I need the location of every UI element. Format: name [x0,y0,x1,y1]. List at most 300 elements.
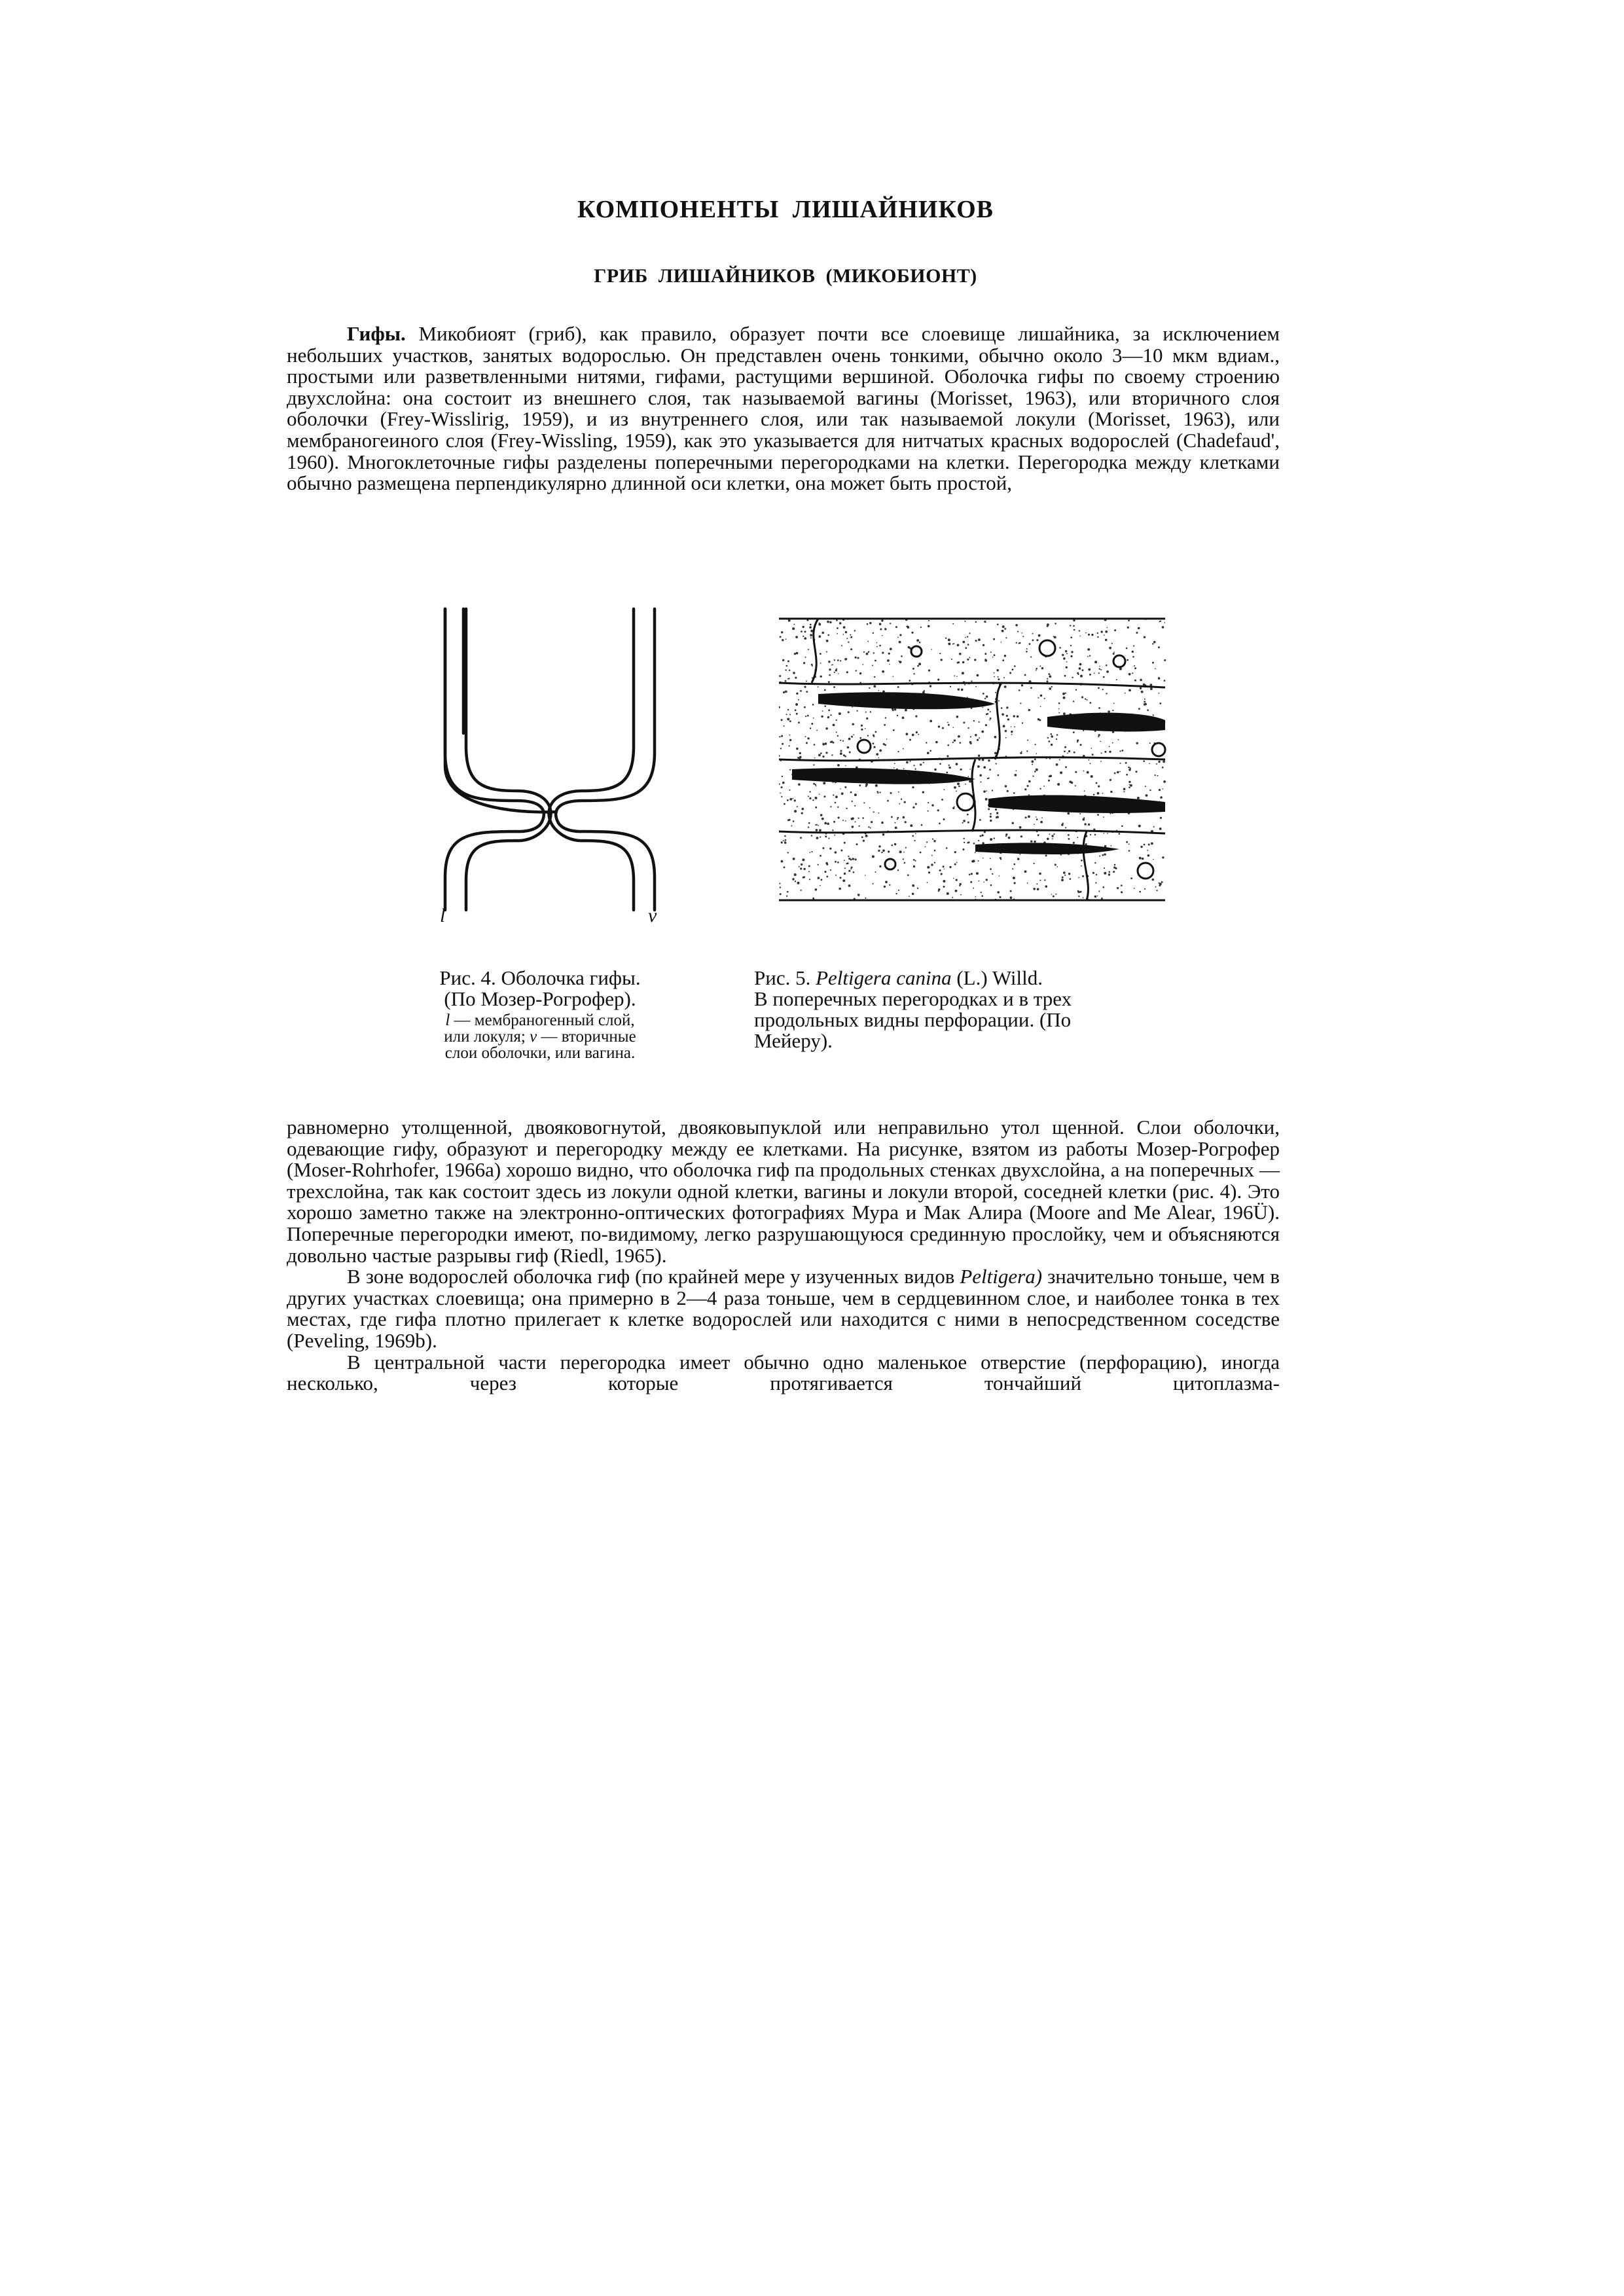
stipple-dot [1138,708,1140,710]
stipple-dot [1094,673,1095,674]
stipple-dot [814,744,816,746]
stipple-dot [934,769,937,771]
stipple-dot [781,796,782,797]
stipple-dot [1036,753,1038,754]
stipple-dot [967,822,969,824]
genus-name: Peltigera) [960,1265,1043,1288]
stipple-dot [867,735,869,737]
stipple-dot [855,821,856,822]
figure-5-stipple-texture [779,618,1166,902]
stipple-dot [1065,827,1066,828]
stipple-dot [795,881,796,882]
stipple-dot [779,736,780,737]
stipple-dot [894,843,896,845]
stipple-dot [990,816,992,818]
stipple-dot [1068,750,1070,752]
stipple-dot [1120,750,1121,752]
stipple-dot [818,825,819,826]
stipple-dot [975,734,977,737]
stipple-dot [844,842,846,844]
stipple-dot [1143,760,1145,762]
stipple-dot [931,649,933,650]
stipple-dot [986,790,987,792]
stipple-dot [816,730,818,731]
stipple-dot [840,752,842,755]
section-title: ГРИБ ЛИШАЙНИКОВ (МИКОБИОНТ) [594,265,977,287]
stipple-dot [837,633,838,634]
stipple-dot [1101,752,1102,754]
stipple-dot [1125,762,1127,764]
stipple-dot [931,864,933,866]
stipple-dot [912,807,914,809]
stipple-dot [1087,656,1089,657]
stipple-dot [813,764,814,765]
stipple-dot [979,819,981,821]
stipple-dot [984,659,987,662]
figure-4-label-v: v [648,905,657,926]
stipple-dot [981,895,983,897]
stipple-dot [837,764,840,767]
stipple-dot [827,634,829,636]
stipple-dot [806,680,807,682]
stipple-dot [1094,834,1096,836]
stipple-dot [833,742,835,744]
stipple-dot [1128,769,1131,771]
stipple-dot [946,772,948,774]
stipple-dot [1132,651,1134,653]
stipple-dot [1006,706,1008,708]
stipple-dot [873,685,876,688]
stipple-dot [792,878,794,880]
stipple-dot [806,691,808,693]
stipple-dot [786,665,788,667]
stipple-dot [1007,790,1009,792]
stipple-dot [1083,730,1084,731]
stipple-dot [1019,643,1020,644]
stipple-dot [914,860,916,862]
stipple-dot [1005,835,1007,837]
stipple-dot [809,626,812,629]
stipple-dot [1149,763,1150,764]
stipple-dot [1088,824,1090,826]
stipple-dot [784,725,785,727]
stipple-dot [872,665,873,666]
text-block-top [287,323,1280,494]
stipple-dot [905,847,907,848]
stipple-dot [809,797,811,799]
stipple-dot [967,814,969,816]
stipple-dot [956,676,958,677]
stipple-dot [829,674,831,676]
stipple-dot [1068,838,1070,840]
stipple-dot [913,673,914,674]
stipple-dot [929,750,931,752]
stipple-dot [1088,668,1091,671]
stipple-dot [911,632,913,634]
stipple-dot [826,651,827,653]
stipple-dot [1144,888,1146,890]
stipple-dot [973,860,975,862]
stipple-dot [841,792,844,795]
stipple-dot [1085,632,1087,634]
stipple-dot [981,834,983,836]
stipple-dot [852,858,854,860]
stipple-dot [851,818,854,820]
stipple-dot [865,785,867,787]
stipple-dot [962,641,965,644]
stipple-dot [969,632,970,634]
figure-4-caption-line-2: (По Мозер-Рогрофер). [444,987,636,1010]
stipple-dot [855,657,857,659]
stipple-dot [1128,843,1130,845]
stipple-dot [969,780,971,783]
stipple-dot [841,645,842,646]
stipple-dot [1062,877,1064,879]
stipple-dot [1144,844,1146,846]
stipple-dot [973,720,975,721]
stipple-dot [903,816,905,819]
stipple-dot [1013,715,1015,717]
stipple-dot [857,710,858,712]
stipple-dot [1153,641,1156,644]
stipple-dot [1064,693,1066,694]
stipple-dot [1056,738,1057,740]
stipple-dot [821,879,823,881]
legend-letter-v: v [530,1028,537,1046]
stipple-dot [820,752,822,754]
stipple-dot [1058,708,1060,710]
figure-5-peltigera-illustration [779,612,1172,907]
stipple-dot [953,878,954,879]
stipple-dot [1096,874,1097,875]
stipple-dot [801,890,802,891]
stipple-dot [962,661,964,663]
stipple-dot [1053,833,1055,835]
paragraph-septa: равномерно утолщенной, двояковогнутой, двояковыпуклой или неправильно утол щенной. Слои оболочки, одевающие гифу, образуют и перегородку между ее клетками. На рисунке, взятом из работы Мозер-Рогрофер (Moser-Rohrhofer, 1966а) хорошо видно, что оболочка гиф па продольных стенках двухслойна, а на поперечных — трехслойна, так как состоит здесь из локули одной клетки, вагины и локули второй, соседней клетки (рис. 4). Это хорошо заметно также на электронно-оптических фотографиях Мура и Мак Алира (Moore and Me Alear, 196Ü). Поперечные перегородки имеют, по-видимому, легко разрушающуюся срединную прослойку, чем и объясняются довольно частые разрывы гиф (Riedl, 1965). [287,1116,1280,1267]
stipple-dot [823,795,825,797]
stipple-dot [984,621,986,623]
stipple-dot [890,623,891,624]
stipple-dot [907,626,909,629]
stipple-dot [787,799,789,801]
stipple-dot [1081,866,1082,867]
stipple-dot [1049,775,1051,777]
stipple-dot [939,822,941,824]
stipple-dot [996,763,997,764]
stipple-dot [920,763,922,765]
stipple-dot [1019,689,1020,691]
stipple-dot [833,724,835,727]
stipple-dot [1077,741,1078,742]
stipple-dot [801,630,803,632]
stipple-dot [800,690,802,692]
stipple-dot [1059,647,1061,649]
stipple-dot [820,814,823,816]
stipple-dot [863,651,865,653]
chapter-title: КОМПОНЕНТЫ ЛИШАЙНИКОВ [577,196,994,223]
stipple-dot [1013,877,1015,879]
stipple-dot [1112,742,1113,744]
stipple-dot [1005,730,1007,732]
stipple-dot [797,806,798,807]
stipple-dot [821,716,823,718]
stipple-dot [789,769,791,771]
stipple-dot [1041,667,1043,669]
stipple-dot [1014,665,1016,667]
stipple-dot [848,858,850,860]
stipple-dot [794,873,797,876]
stipple-dot [1140,846,1142,848]
stipple-dot [998,701,1000,702]
stipple-dot [1155,774,1156,776]
stipple-dot [824,742,827,745]
stipple-dot [1152,643,1153,644]
stipple-dot [917,665,919,667]
stipple-dot [787,819,789,821]
stipple-dot [963,721,965,723]
stipple-dot [891,816,893,818]
stipple-dot [803,626,804,628]
stipple-dot [786,714,787,715]
stipple-dot [1064,746,1066,748]
stipple-dot [1058,712,1060,714]
stipple-dot [934,850,936,852]
stipple-dot [1091,775,1093,778]
stipple-dot [1126,647,1128,649]
stipple-dot [1077,672,1079,674]
stipple-dot [964,842,965,843]
stipple-dot [1138,825,1141,828]
stipple-dot [810,624,812,626]
stipple-dot [970,736,971,737]
stipple-dot [812,665,813,666]
stipple-dot [1108,710,1110,713]
stipple-dot [917,888,918,889]
stipple-dot [1107,833,1108,834]
stipple-dot [908,646,911,649]
stipple-dot [1083,818,1085,821]
stipple-dot [912,835,914,837]
stipple-dot [818,623,821,626]
stipple-dot [958,786,960,788]
stipple-dot [1072,677,1073,678]
stipple-dot [787,718,789,721]
stipple-dot [802,808,804,811]
stipple-dot [810,727,811,729]
stipple-dot [1110,845,1111,847]
stipple-dot [962,672,964,674]
stipple-dot [939,869,941,871]
stipple-dot [910,824,912,827]
stipple-dot [951,659,952,660]
stipple-dot [1036,883,1038,884]
stipple-dot [794,810,797,812]
stipple-dot [1080,675,1083,678]
stipple-dot [1159,621,1160,622]
stipple-dot [1014,726,1015,727]
stipple-dot [999,896,1001,898]
stipple-dot [845,765,846,767]
stipple-dot [903,852,905,853]
stipple-dot [1055,894,1056,895]
stipple-dot [1110,779,1111,781]
stipple-dot [1121,884,1123,886]
stipple-dot [805,736,806,737]
stipple-dot [1130,877,1132,879]
stipple-dot [1060,854,1062,856]
stipple-dot [954,739,956,741]
stipple-dot [994,672,995,674]
stipple-dot [1128,673,1131,676]
stipple-dot [1011,726,1012,727]
stipple-dot [793,672,795,674]
stipple-dot [1105,630,1108,633]
stipple-dot [994,676,995,678]
stipple-dot [969,874,971,876]
stipple-dot [893,676,894,678]
stipple-dot [845,820,846,822]
stipple-dot [1098,687,1100,689]
stipple-dot [1074,752,1075,754]
stipple-dot [1058,702,1060,704]
stipple-dot [1095,882,1096,883]
stipple-dot [878,845,880,847]
stipple-dot [929,685,931,687]
stipple-dot [979,881,980,882]
stipple-dot [824,689,826,691]
stipple-dot [808,822,810,824]
stipple-dot [1022,722,1023,723]
paragraph-text: В зоне водорослей оболочка гиф (по крайней мере у изученных видов [347,1265,960,1288]
stipple-dot [912,734,914,737]
stipple-dot [1097,814,1099,816]
stipple-dot [958,661,960,663]
stipple-dot [848,738,851,740]
stipple-dot [1070,878,1072,880]
stipple-dot [848,884,851,887]
stipple-dot [1104,833,1105,834]
stipple-dot [1098,890,1100,892]
stipple-dot [1063,697,1066,699]
stipple-dot [1028,815,1030,818]
stipple-dot [1112,710,1113,711]
stipple-dot [1001,630,1004,632]
stipple-dot [971,873,973,875]
stipple-dot [782,782,785,784]
stipple-dot [888,850,890,852]
stipple-dot [953,643,954,644]
stipple-dot [957,782,960,785]
stipple-dot [984,653,986,655]
stipple-dot [843,626,846,629]
stipple-dot [833,821,835,823]
stipple-dot [945,638,947,639]
stipple-dot [1060,771,1062,774]
stipple-dot [1102,854,1104,856]
stipple-dot [929,720,932,723]
stipple-dot [798,721,800,723]
stipple-dot [1003,725,1005,727]
stipple-dot [822,756,824,757]
stipple-dot [906,733,909,735]
stipple-dot [904,801,906,803]
stipple-dot [895,893,897,894]
stipple-dot [875,660,876,662]
stipple-dot [1113,651,1115,653]
stipple-dot [793,858,795,860]
stipple-dot [873,746,875,748]
stipple-dot [782,659,784,661]
stipple-dot [1113,871,1115,873]
stipple-dot [996,669,999,672]
stipple-dot [836,720,837,721]
stipple-dot [839,712,841,715]
stipple-dot [984,698,986,699]
stipple-dot [1159,789,1161,791]
stipple-dot [844,867,846,869]
stipple-dot [1120,763,1121,764]
stipple-dot [1101,630,1103,632]
stipple-dot [879,792,880,793]
stipple-dot [975,621,977,623]
stipple-dot [1051,686,1053,687]
stipple-dot [948,638,950,641]
stipple-dot [848,711,850,713]
stipple-dot [837,735,839,737]
stipple-dot [979,774,982,777]
stipple-dot [1000,858,1001,860]
stipple-dot [813,718,814,719]
stipple-dot [1056,866,1058,867]
stipple-dot [1070,655,1072,657]
stipple-dot [815,784,816,785]
stipple-dot [1002,659,1004,661]
stipple-dot [868,826,869,828]
stipple-dot [780,893,782,895]
stipple-dot [975,686,977,687]
stipple-dot [1127,659,1128,661]
stipple-dot [1091,634,1093,636]
stipple-dot [1006,715,1008,717]
stipple-dot [846,638,848,639]
stipple-dot [1102,689,1104,690]
stipple-dot [1013,792,1015,794]
stipple-dot [996,816,999,818]
stipple-dot [1020,752,1022,754]
stipple-dot [1140,679,1142,682]
stipple-dot [1159,702,1161,704]
stipple-dot [1034,771,1036,773]
stipple-dot [1066,661,1068,663]
stipple-dot [894,708,896,710]
stipple-dot [1051,733,1053,735]
stipple-dot [975,852,976,853]
stipple-dot [1030,687,1032,689]
stipple-dot [1026,648,1028,649]
stipple-dot [1020,702,1021,704]
stipple-dot [832,829,833,831]
stipple-dot [960,894,962,896]
stipple-dot [793,820,795,822]
stipple-dot [811,723,813,725]
stipple-dot [791,826,792,827]
stipple-dot [828,681,830,683]
stipple-dot [821,632,824,634]
stipple-dot [837,659,839,661]
stipple-dot [1073,701,1074,702]
stipple-dot [935,741,938,744]
stipple-dot [800,837,802,839]
